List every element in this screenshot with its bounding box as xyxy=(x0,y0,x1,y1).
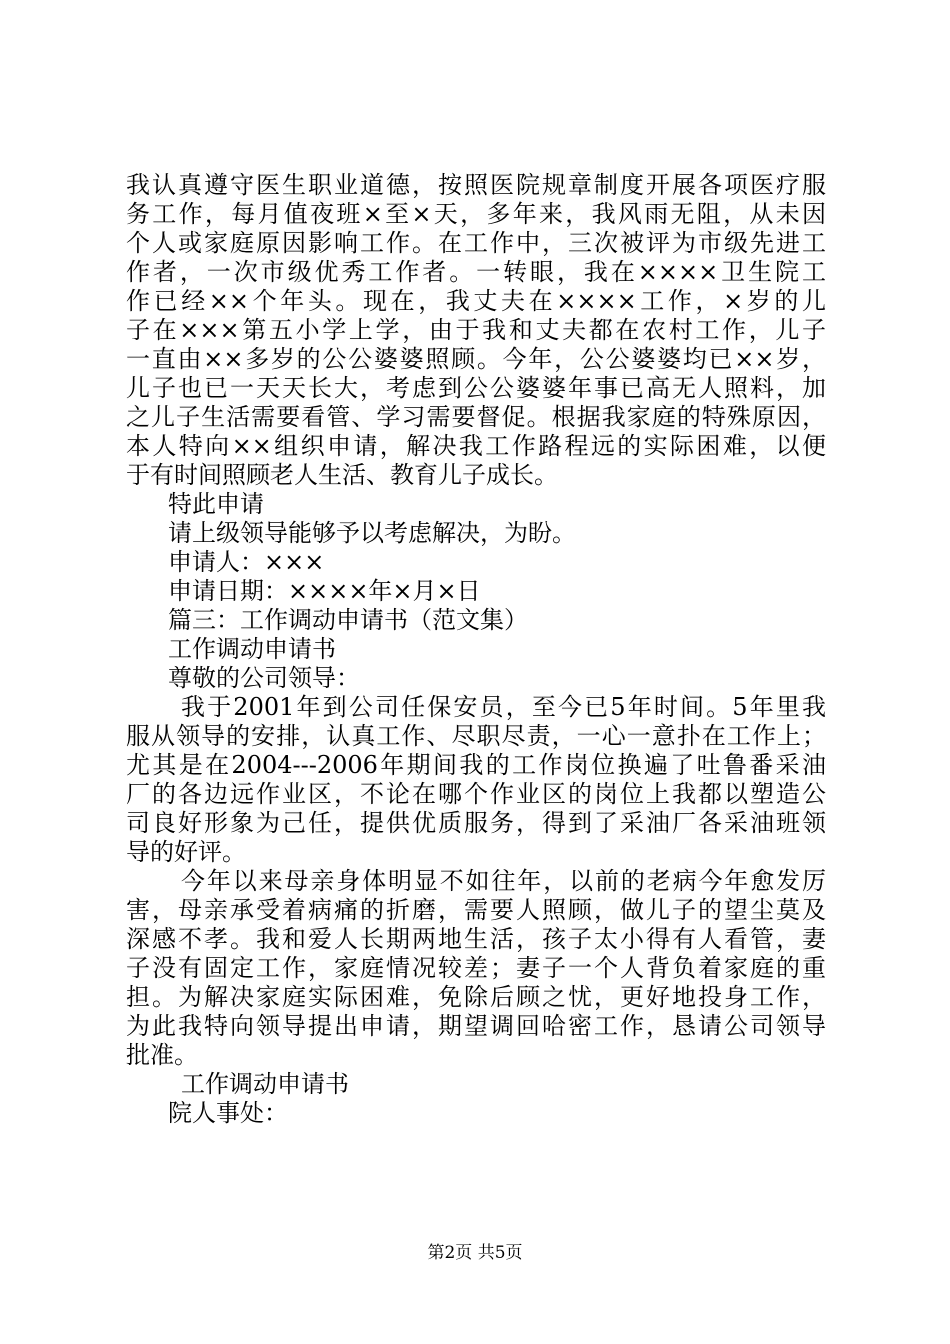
closing-hope: 请上级领导能够予以考虑解决，为盼。 xyxy=(168,519,576,547)
paragraph-2-line: 我于2001年到公司任保安员，至今已5年时间。5年里我 xyxy=(181,693,826,721)
page-number-footer: 第2页 共5页 xyxy=(427,1243,523,1263)
paragraph-3-line: 深感不孝。我和爱人长期两地生活，孩子太小得有人看管，妻 xyxy=(126,925,826,953)
paragraph-1-line: 我认真遵守医生职业道德，按照医院规章制度开展各项医疗服 xyxy=(126,171,826,199)
section-title: 篇三：工作调动申请书（范文集） xyxy=(168,606,528,634)
paragraph-2-line: 导的好评。 xyxy=(126,838,246,866)
paragraph-1-line: 作者，一次市级优秀工作者。一转眼，我在××××卫生院工 xyxy=(126,258,826,286)
paragraph-1-line: 务工作，每月值夜班×至×天，多年来，我风雨无阻，从未因 xyxy=(126,200,826,228)
paragraph-1-line: 个人或家庭原因影响工作。在工作中，三次被评为市级先进工 xyxy=(126,229,826,257)
document-title-2: 工作调动申请书 xyxy=(181,1070,349,1098)
apply-date-line: 申请日期：××××年×月×日 xyxy=(168,577,481,605)
paragraph-1-line: 于有时间照顾老人生活、教育儿子成长。 xyxy=(126,461,558,489)
paragraph-1-line: 作已经××个年头。现在，我丈夫在××××工作，×岁的儿 xyxy=(126,287,826,315)
paragraph-2-line: 厂的各边远作业区，不论在哪个作业区的岗位上我都以塑造公 xyxy=(126,780,826,808)
document-title: 工作调动申请书 xyxy=(168,635,336,663)
paragraph-3-line: 子没有固定工作，家庭情况较差；妻子一个人背负着家庭的重 xyxy=(126,954,826,982)
paragraph-1-line: 子在×××第五小学上学，由于我和丈夫都在农村工作，儿子 xyxy=(126,316,826,344)
paragraph-2-line: 司良好形象为己任，提供优质服务，得到了采油厂各采油班领 xyxy=(126,809,826,837)
paragraph-1-line: 一直由××多岁的公公婆婆照顾。今年，公公婆婆均已××岁， xyxy=(126,345,826,373)
closing-request: 特此申请 xyxy=(168,490,264,518)
salutation: 尊敬的公司领导： xyxy=(168,664,360,692)
document-body xyxy=(126,171,826,1128)
paragraph-3-line: 批准。 xyxy=(126,1041,198,1069)
paragraph-1-line: 本人特向××组织申请，解决我工作路程远的实际困难，以便 xyxy=(126,432,826,460)
paragraph-3-line: 为此我特向领导提出申请，期望调回哈密工作，恳请公司领导 xyxy=(126,1012,826,1040)
paragraph-2-line: 服从领导的安排，认真工作、尽职尽责，一心一意扑在工作上； xyxy=(126,722,826,750)
applicant-line: 申请人：××× xyxy=(168,548,325,576)
paragraph-1-line: 之儿子生活需要看管、学习需要督促。根据我家庭的特殊原因， xyxy=(126,403,826,431)
paragraph-3-line: 担。为解决家庭实际困难，免除后顾之忧，更好地投身工作， xyxy=(126,983,826,1011)
salutation-2: 院人事处： xyxy=(168,1099,288,1127)
paragraph-3-line: 害，母亲承受着病痛的折磨，需要人照顾，做儿子的望尘莫及 xyxy=(126,896,826,924)
paragraph-2-line: 尤其是在2004---2006年期间我的工作岗位换遍了吐鲁番采油 xyxy=(126,751,826,779)
paragraph-3-line: 今年以来母亲身体明显不如往年，以前的老病今年愈发厉 xyxy=(181,867,826,895)
paragraph-1-line: 儿子也已一天天长大，考虑到公公婆婆年事已高无人照料，加 xyxy=(126,374,826,402)
